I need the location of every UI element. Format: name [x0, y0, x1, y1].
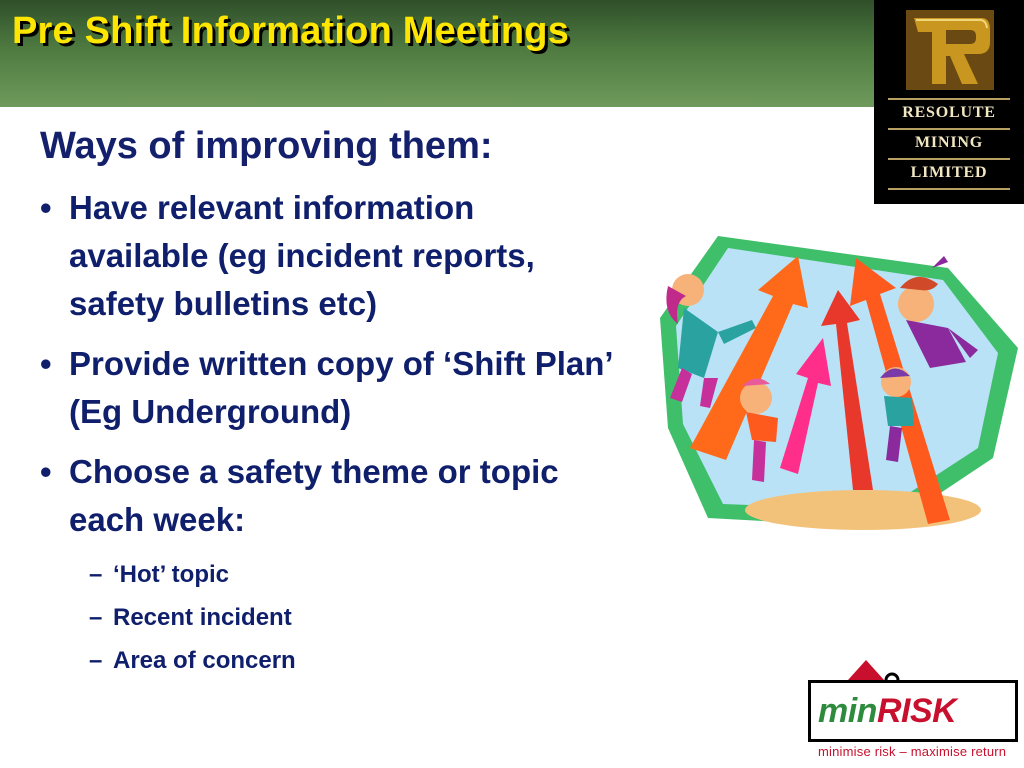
sub-bullet-text: ‘Hot’ topic — [113, 561, 229, 588]
logo-line-resolute: RESOLUTE — [902, 104, 996, 121]
bullet-text: Have relevant information available (eg incident reports, safety bulletins etc) — [69, 189, 535, 322]
sub-bullet-marker: – — [89, 561, 103, 588]
bullet-text: Provide written copy of ‘Shift Plan’ (Eg Underground) — [69, 345, 612, 430]
bullet-text: Choose a safety theme or topic each week: — [69, 453, 559, 538]
logo-divider — [888, 158, 1010, 160]
sub-bullet-text: Recent incident — [113, 604, 292, 631]
logo-line-mining: MINING — [915, 134, 983, 151]
sub-bullet-marker: – — [89, 604, 103, 631]
slide-title: Pre Shift Information Meetings — [12, 10, 570, 52]
logo-divider — [888, 98, 1010, 100]
logo-divider — [888, 128, 1010, 130]
resolute-r-logo-icon — [904, 8, 996, 92]
resolute-mining-logo — [874, 0, 1024, 204]
logo-line-limited: LIMITED — [910, 164, 988, 181]
sub-bullet-item — [40, 560, 640, 590]
minrisk-min-text: min — [818, 692, 877, 730]
minrisk-logo — [808, 660, 1018, 768]
bullet-marker: • — [40, 453, 52, 490]
logo-divider — [888, 188, 1010, 190]
sub-bullet-item — [40, 603, 640, 633]
sub-bullet-item — [40, 646, 640, 676]
bullet-item — [40, 448, 589, 544]
bullet-item — [40, 340, 649, 436]
sub-bullet-marker: – — [89, 647, 103, 674]
bullet-marker: • — [40, 345, 52, 382]
growth-arrows-clipart-icon — [648, 228, 1024, 530]
slide-body — [40, 120, 640, 689]
section-heading: Ways of improving them: — [40, 125, 493, 167]
minrisk-risk-text: RISK — [876, 692, 957, 730]
bullet-item — [40, 184, 589, 328]
minrisk-tagline: minimise risk – maximise return — [818, 744, 1007, 759]
bullet-marker: • — [40, 189, 52, 226]
minrisk-wordmark — [818, 692, 956, 731]
title-bar — [0, 0, 874, 107]
sub-bullet-text: Area of concern — [113, 647, 296, 674]
